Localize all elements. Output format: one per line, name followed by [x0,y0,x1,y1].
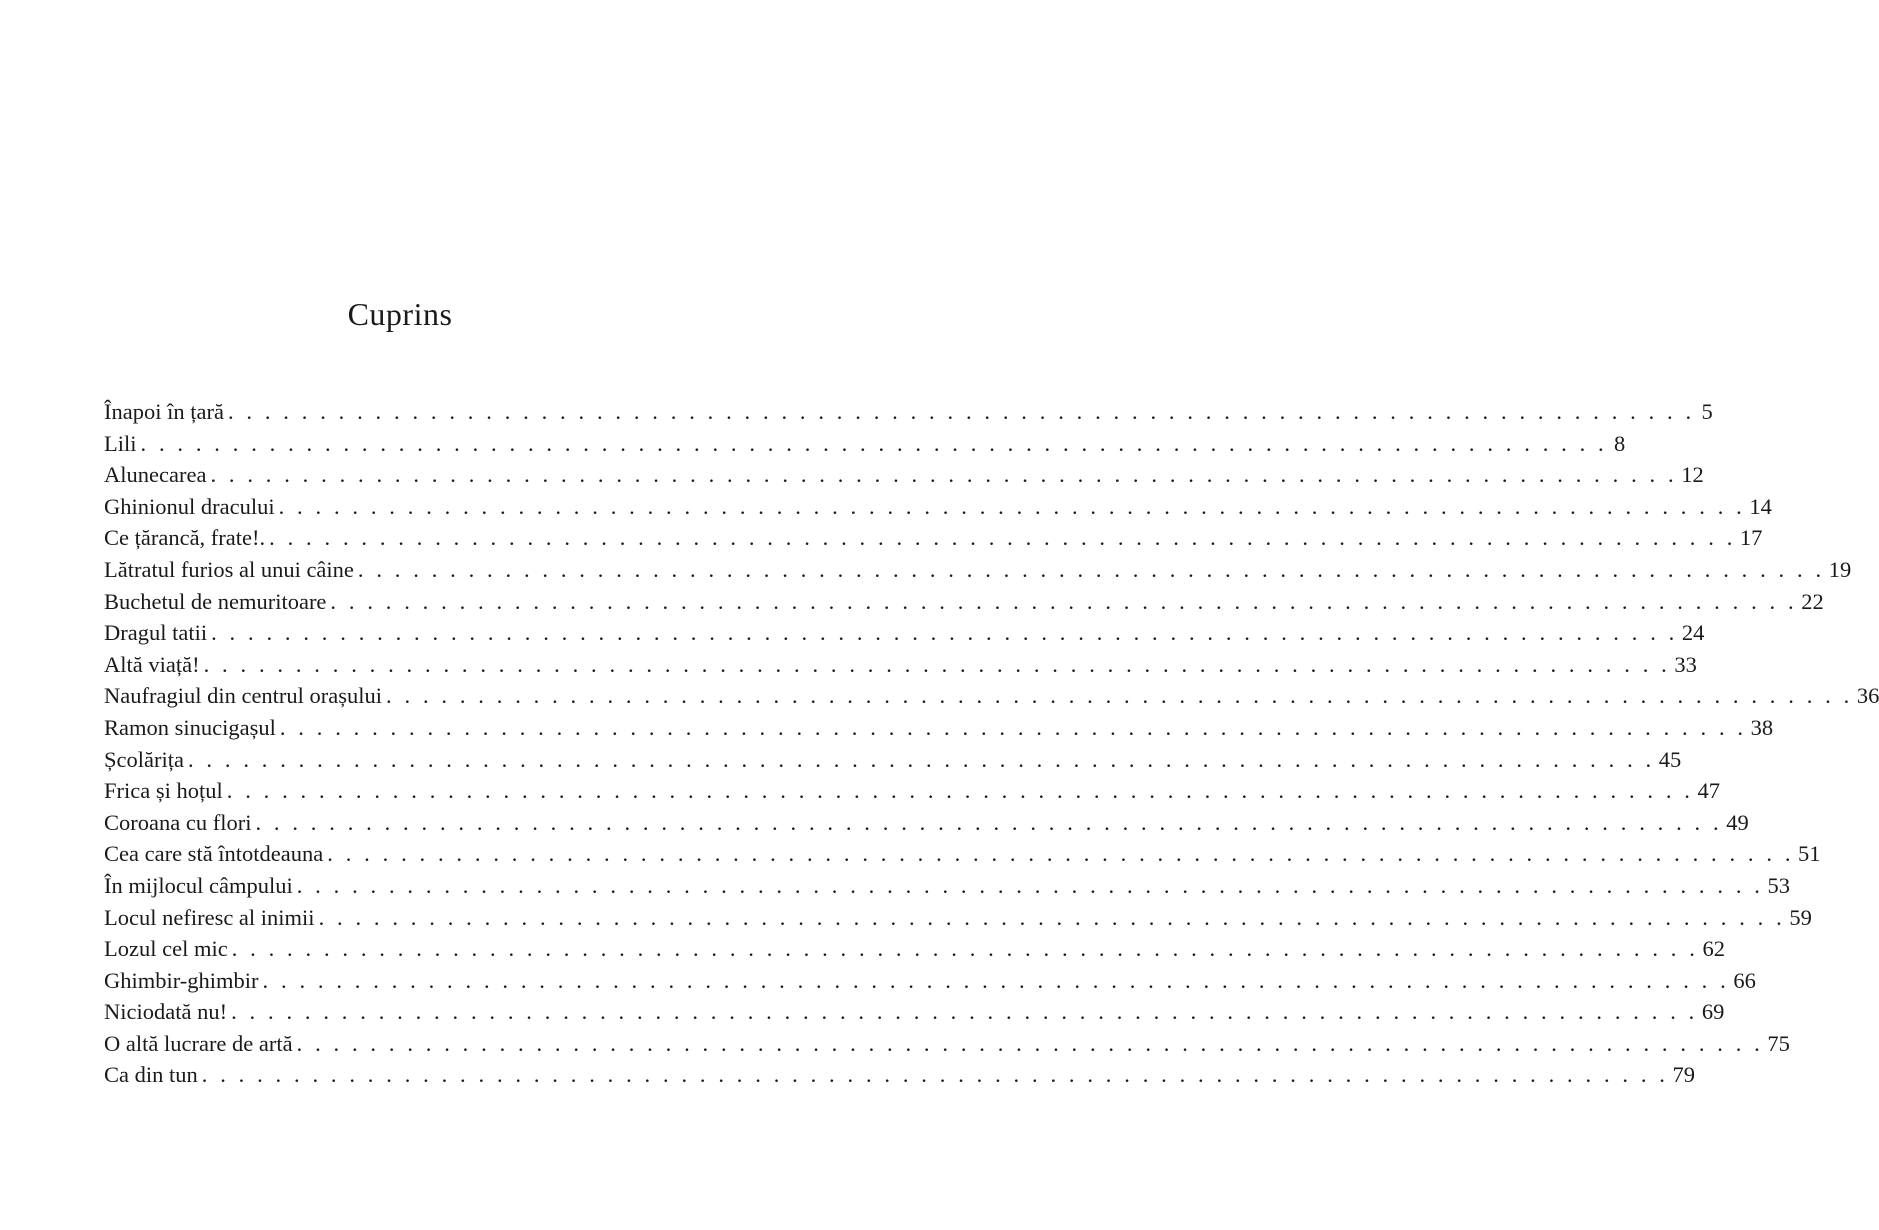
dot-leader: . . . . . . . . . . . . . . . . . . . . . . . . . . . . . . . . . . . . . . . . . . . . . . . . . . . . . . . . . . . . . . . . . . . . . . . . . . . . . . . . [278,493,1746,519]
toc-page-number: 17 [1739,525,1763,551]
page-title: Cuprins [347,296,453,332]
toc-entry [104,965,1756,997]
dot-leader: . . . . . . . . . . . . . . . . . . . . . . . . . . . . . . . . . . . . . . . . . . . . . . . . . . . . . . . . . . . . . . . . . . . . . . . . . . . . . . . . [211,620,1678,646]
toc-entry [104,902,1812,934]
toc-entry [104,775,1721,807]
toc-entry-title: Ghinionul dracului [104,493,275,519]
toc-entry-title: Alunecarea [104,462,207,488]
dot-leader: . . . . . . . . . . . . . . . . . . . . . . . . . . . . . . . . . . . . . . . . . . . . . . . . . . . . . . . . . . . . . . . . . . . . . . . . . . . . . . . . [140,430,1608,456]
toc-entry [104,522,1763,554]
dot-leader: . . . . . . . . . . . . . . . . . . . . . . . . . . . . . . . . . . . . . . . . . . . . . . . . . . . . . . . . . . . . . . . . . . . . . . . . . . . . . . . . [255,809,1723,835]
toc-entry-title: Frica și hoțul [104,778,223,804]
toc-page-number: 5 [1701,399,1713,424]
toc-entry-title: Coroana cu flori [104,809,252,835]
dot-leader: . . . . . . . . . . . . . . . . . . . . . . . . . . . . . . . . . . . . . . . . . . . . . . . . . . . . . . . . . . . . . . . . . . . . . . . . . . . . . . . . [231,999,1698,1025]
dot-leader: . . . . . . . . . . . . . . . . . . . . . . . . . . . . . . . . . . . . . . . . . . . . . . . . . . . . . . . . . . . . . . . . . . . . . . . . . . . . . . . . [279,714,1747,740]
dot-leader: . . . . . . . . . . . . . . . . . . . . . . . . . . . . . . . . . . . . . . . . . . . . . . . . . . . . . . . . . . . . . . . . . . . . . . . . . . . . . . . . [330,588,1798,614]
toc-page-number: 22 [1801,588,1824,614]
toc-entry-title: Înapoi în țară [104,399,224,424]
toc-entry [104,491,1772,523]
toc-page-number: 14 [1749,493,1772,519]
toc-entry [104,586,1824,618]
toc-entry [104,649,1697,681]
dot-leader: . . . . . . . . . . . . . . . . . . . . . . . . . . . . . . . . . . . . . . . . . . . . . . . . . . . . . . . . . . . . . . . . . . . . . . . . . . . . . . . . [227,399,1695,424]
toc-entry-title: Ghimbir-ghimbir [104,967,259,993]
toc-page-number: 45 [1658,746,1682,772]
toc-page-number: 24 [1681,620,1705,646]
toc-entry [104,996,1725,1028]
dot-leader: . . . . . . . . . . . . . . . . . . . . . . . . . . . . . . . . . . . . . . . . . . . . . . . . . . . . . . . . . . . . . . . . . . . . . . . . . . . . . . . . [187,746,1655,772]
toc-entry-title: Ca din tun [104,1062,198,1088]
toc-page-number: 49 [1726,809,1749,835]
toc-entry-title: Locul nefiresc al inimii [104,904,315,930]
toc-entry-title: Ramon sinucigașul [104,714,276,740]
toc-entry [104,459,1704,491]
toc-page-number: 33 [1674,651,1697,677]
toc-entry-title: Ce țărancă, frate!. [104,525,266,551]
toc-page-number: 79 [1672,1062,1696,1088]
dot-leader: . . . . . . . . . . . . . . . . . . . . . . . . . . . . . . . . . . . . . . . . . . . . . . . . . . . . . . . . . . . . . . . . . . . . . . . . . . . . . . . . [357,556,1825,582]
toc-page-number: 62 [1702,936,1725,962]
toc-entry-title: Naufragiul din centrul orașului [104,683,383,709]
toc-entry [104,1028,1790,1060]
toc-entry [104,712,1774,744]
table-of-contents [104,396,1879,1091]
toc-entry-title: Dragul tatii [104,620,208,646]
toc-entry [104,680,1879,712]
dot-leader: . . . . . . . . . . . . . . . . . . . . . . . . . . . . . . . . . . . . . . . . . . . . . . . . . . . . . . . . . . . . . . . . . . . . . . . . . . . . . . . . [327,841,1795,867]
toc-entry [104,1059,1696,1091]
dot-leader: . . . . . . . . . . . . . . . . . . . . . . . . . . . . . . . . . . . . . . . . . . . . . . . . . . . . . . . . . . . . . . . . . . . . . . . . . . . . . . . . [201,1062,1669,1088]
toc-entry-title: O altă lucrare de artă [104,1030,293,1056]
toc-page-number: 53 [1767,872,1790,898]
toc-entry-title: Școlărița [104,746,184,772]
toc-entry-title: Lozul cel mic [104,936,228,962]
toc-entry [104,807,1749,839]
toc-page-number: 69 [1701,999,1725,1025]
toc-entry-title: Lili [104,430,137,456]
toc-entry-title: Buchetul de nemuritoare [104,588,327,614]
toc-page-number: 66 [1733,967,1756,993]
dot-leader: . . . . . . . . . . . . . . . . . . . . . . . . . . . . . . . . . . . . . . . . . . . . . . . . . . . . . . . . . . . . . . . . . . . . . . . . . . . . . . . . [296,1030,1764,1056]
dot-leader: . . . . . . . . . . . . . . . . . . . . . . . . . . . . . . . . . . . . . . . . . . . . . . . . . . . . . . . . . . . . . . . . . . . . . . . . . . . . . . . . [262,967,1730,993]
toc-entry [104,428,1626,460]
toc-entry [104,933,1725,965]
toc-entry-title: Lătratul furios al unui câine [104,556,354,582]
toc-entry [104,838,1821,870]
toc-entry [104,870,1790,902]
dot-leader: . . . . . . . . . . . . . . . . . . . . . . . . . . . . . . . . . . . . . . . . . . . . . . . . . . . . . . . . . . . . . . . . . . . . . . . . . . . . . . . . [210,462,1678,488]
toc-page-number: 8 [1614,430,1626,456]
toc-page-number: 38 [1750,714,1774,740]
toc-page-number: 19 [1828,556,1852,582]
toc-page-number: 51 [1798,841,1821,867]
toc-page-number: 59 [1789,904,1812,930]
toc-page-number: 47 [1697,778,1721,804]
toc-entry-title: Cea care stă întotdeauna [104,841,324,867]
toc-page-number: 36 [1856,683,1879,709]
toc-page-number: 12 [1681,462,1704,488]
dot-leader: . . . . . . . . . . . . . . . . . . . . . . . . . . . . . . . . . . . . . . . . . . . . . . . . . . . . . . . . . . . . . . . . . . . . . . . . . . . . . . . . [231,936,1699,962]
dot-leader: . . . . . . . . . . . . . . . . . . . . . . . . . . . . . . . . . . . . . . . . . . . . . . . . . . . . . . . . . . . . . . . . . . . . . . . . . . . . . . . . [226,778,1694,804]
toc-entry [104,617,1705,649]
toc-entry-title: În mijlocul câmpului [104,872,293,898]
dot-leader: . . . . . . . . . . . . . . . . . . . . . . . . . . . . . . . . . . . . . . . . . . . . . . . . . . . . . . . . . . . . . . . . . . . . . . . . . . . . . . . . [318,904,1786,930]
dot-leader: . . . . . . . . . . . . . . . . . . . . . . . . . . . . . . . . . . . . . . . . . . . . . . . . . . . . . . . . . . . . . . . . . . . . . . . . . . . . . . . . [269,525,1736,551]
dot-leader: . . . . . . . . . . . . . . . . . . . . . . . . . . . . . . . . . . . . . . . . . . . . . . . . . . . . . . . . . . . . . . . . . . . . . . . . . . . . . . . . [386,683,1853,709]
toc-entry-title: Altă viață! [104,651,200,677]
toc-entry [104,554,1852,586]
toc-entry [104,744,1682,776]
dot-leader: . . . . . . . . . . . . . . . . . . . . . . . . . . . . . . . . . . . . . . . . . . . . . . . . . . . . . . . . . . . . . . . . . . . . . . . . . . . . . . . . [296,872,1764,898]
toc-page-number: 75 [1767,1030,1790,1056]
toc-entry [104,396,1713,428]
toc-entry-title: Niciodată nu! [104,999,228,1025]
dot-leader: . . . . . . . . . . . . . . . . . . . . . . . . . . . . . . . . . . . . . . . . . . . . . . . . . . . . . . . . . . . . . . . . . . . . . . . . . . . . . . . . [203,651,1671,677]
